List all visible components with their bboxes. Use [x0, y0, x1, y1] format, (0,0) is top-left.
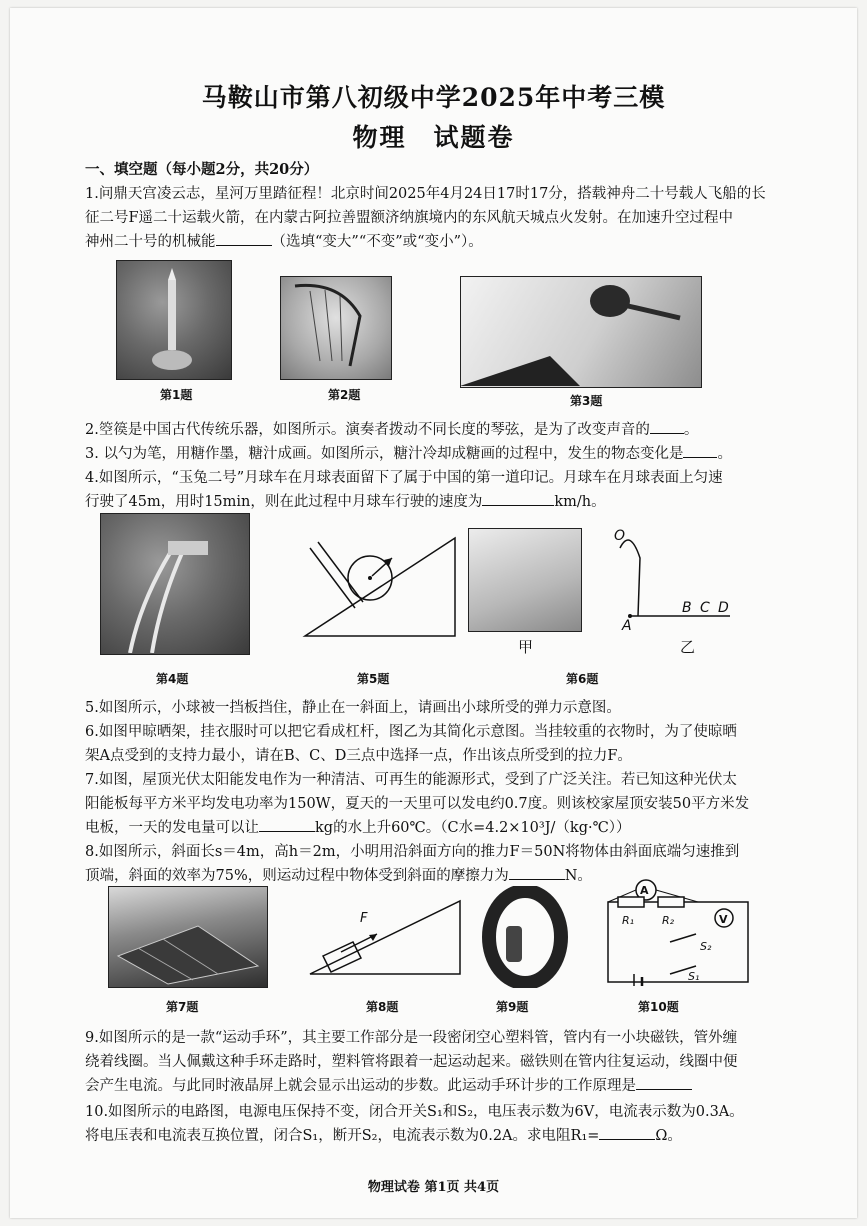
q1-line3 [85, 230, 805, 254]
ammeter-label: A [640, 884, 649, 897]
q2-text: 2.箜篌是中国古代传统乐器，如图所示。演奏者拨动不同长度的琴弦，是为了改变声音的 [85, 422, 650, 438]
q1-answer-blank[interactable] [216, 231, 272, 246]
q3-text: 3. 以勺为笔，用糖作墨，糖汁成画。如图所示，糖汁冷却成糖画的过程中，发生的物态变化是 [85, 446, 684, 462]
fig6-label-yi: 乙 [680, 638, 696, 656]
q2-end: 。 [683, 422, 699, 438]
fig4-caption: 第4题 [156, 672, 189, 686]
fig2-caption: 第2题 [328, 388, 361, 402]
q4-text: 行驶了45m，用时15min，则在此过程中月球车行驶的速度为 [85, 494, 483, 510]
fig9-caption: 第9题 [496, 1000, 529, 1014]
page-footer: 物理试卷 第1页 共4页 [367, 1180, 500, 1195]
question-9 [85, 1026, 805, 1098]
q1-line1: 1.问鼎天宫凌云志，星河万里踏征程！北京时间2025年4月24日17时17分，搭载神舟二十号载人飞船的长 [85, 186, 766, 202]
q2-answer-blank[interactable] [650, 419, 684, 434]
question-2 [85, 418, 805, 442]
q7-line3 [85, 816, 805, 840]
q7-line1: 7.如图，屋顶光伏太阳能发电作为一种清洁、可再生的能源形式，受到了广泛关注。若已知这种光伏太 [85, 772, 737, 788]
lever-label-o: O [614, 528, 626, 544]
q9-answer-blank[interactable] [636, 1075, 692, 1090]
question-5: 5.如图所示，小球被一挡板挡住，静止在一斜面上，请画出小球所受的弹力示意图。 [85, 700, 621, 716]
fig6-lever-diagram [600, 528, 740, 638]
fig6-caption: 第6题 [566, 672, 599, 686]
q8-unit: N。 [564, 868, 592, 884]
incline-force-label: F [360, 911, 368, 926]
q4-line1: 4.如图所示，“玉兔二号”月球车在月球表面留下了属于中国的第一道印记。月球车在月球表面上匀速 [85, 470, 723, 486]
q4-unit: km/h。 [554, 494, 606, 510]
fig7-panel-grid-icon [108, 886, 266, 986]
question-7 [85, 768, 805, 840]
q9-line1: 9.如图所示的是一款“运动手环”，其主要工作部分是一段密闭空心塑料管，管内有一小块磁铁，管外缠 [85, 1030, 738, 1046]
q6-line1: 6.如图甲晾晒架，挂衣服时可以把它看成杠杆，图乙为其简化示意图。当挂较重的衣物时，为了使晾晒 [85, 724, 737, 740]
q7-line2: 阳能板每平方米平均发电功率为150W，夏天的一天里可以发电约0.7度。则该校家屋顶安装50平方米发 [85, 796, 750, 812]
lever-label-c: C [700, 600, 710, 616]
q3-end: 。 [717, 446, 732, 462]
q4-line2 [85, 490, 805, 514]
fig5-incline-ball-diagram [300, 528, 460, 643]
q10-unit: Ω。 [655, 1128, 682, 1144]
q9-text: 会产生电流。与此同时液晶屏上就会显示出运动的步数。此运动手环计步的工作原理是 [85, 1078, 636, 1094]
q9-line2: 绕着线圈。当人佩戴这种手环走路时，塑料管将跟着一起运动起来。磁铁则在管内往复运动，线圈中便 [85, 1054, 738, 1070]
fig6-drying-rack-photo [468, 528, 582, 632]
q9-line3 [85, 1074, 805, 1098]
fig2-harp-icon [280, 276, 390, 378]
q8-line1: 8.如图所示，斜面长s＝4m，高h＝2m，小明用沿斜面方向的推力F＝50N将物体由斜面底端匀速推到 [85, 844, 740, 860]
question-3 [85, 442, 805, 466]
r2-label: R₂ [662, 914, 675, 927]
fig10-circuit-diagram [598, 878, 758, 986]
question-1 [85, 182, 805, 254]
exam-page [10, 8, 857, 1218]
fig3-caption: 第3题 [570, 394, 603, 408]
q4-answer-blank[interactable] [482, 491, 554, 506]
q3-answer-blank[interactable] [683, 443, 717, 458]
exam-subtitle: 物理 试题卷 [352, 123, 515, 152]
q10-line1: 10.如图所示的电路图，电源电压保持不变，闭合开关S₁和S₂，电压表示数为6V，电流表示数为0.3A。 [85, 1104, 744, 1120]
q1-line2: 征二号F遥二十运载火箭，在内蒙古阿拉善盟额济纳旗境内的东风航天城点火发射。在加速升空过程中 [85, 210, 734, 226]
q7-answer-blank[interactable] [259, 817, 315, 832]
fig8-caption: 第8题 [366, 1000, 399, 1014]
question-10 [85, 1100, 805, 1148]
fig6-label-jia: 甲 [518, 638, 534, 656]
fig8-incline-push-diagram [305, 896, 465, 978]
lever-label-d: D [718, 600, 729, 616]
q7-hint: kg的水上升60℃。（C水=4.2×10³J/（kg·℃）） [315, 820, 631, 836]
fig10-caption: 第10题 [638, 1000, 679, 1014]
fig7-caption: 第7题 [166, 1000, 199, 1014]
fig1-caption: 第1题 [160, 388, 193, 402]
q1-text: 神州二十号的机械能 [85, 234, 216, 250]
fig5-caption: 第5题 [357, 672, 390, 686]
fig3-ladle-icon [460, 276, 700, 386]
s1-label: S₁ [688, 970, 700, 983]
q7-text: 电板，一天的发电量可以让 [85, 820, 259, 836]
lever-label-a: A [622, 618, 632, 634]
q8-answer-blank[interactable] [509, 865, 565, 880]
q10-text: 将电压表和电流表互换位置，闭合S₁，断开S₂，电流表示数为0.2A。求电阻R₁= [85, 1128, 600, 1144]
fig4-rover-tracks-icon [100, 513, 248, 653]
q6-line2: 架A点受到的支持力最小，请在B、C、D三点中选择一点，作出该点所受到的拉力F。 [85, 748, 632, 764]
fig9-fitness-band-icon [480, 886, 570, 988]
r1-label: R₁ [622, 914, 635, 927]
question-6 [85, 720, 805, 768]
fig1-rocket-icon [116, 260, 230, 378]
lever-label-b: B [682, 600, 692, 616]
q1-hint: （选填“变大”“不变”或“变小”）。 [271, 234, 483, 250]
voltmeter-label: V [719, 913, 728, 926]
section-heading: 一、填空题（每小题2分，共20分） [85, 161, 319, 178]
s2-label: S₂ [700, 940, 712, 953]
q10-answer-blank[interactable] [599, 1125, 655, 1140]
q10-line2 [85, 1124, 805, 1148]
question-4 [85, 466, 805, 514]
exam-title: 马鞍山市第八初级中学2025年中考三模 [201, 83, 666, 112]
q8-text: 顶端，斜面的效率为75%，则运动过程中物体受到斜面的摩擦力为 [85, 868, 509, 884]
